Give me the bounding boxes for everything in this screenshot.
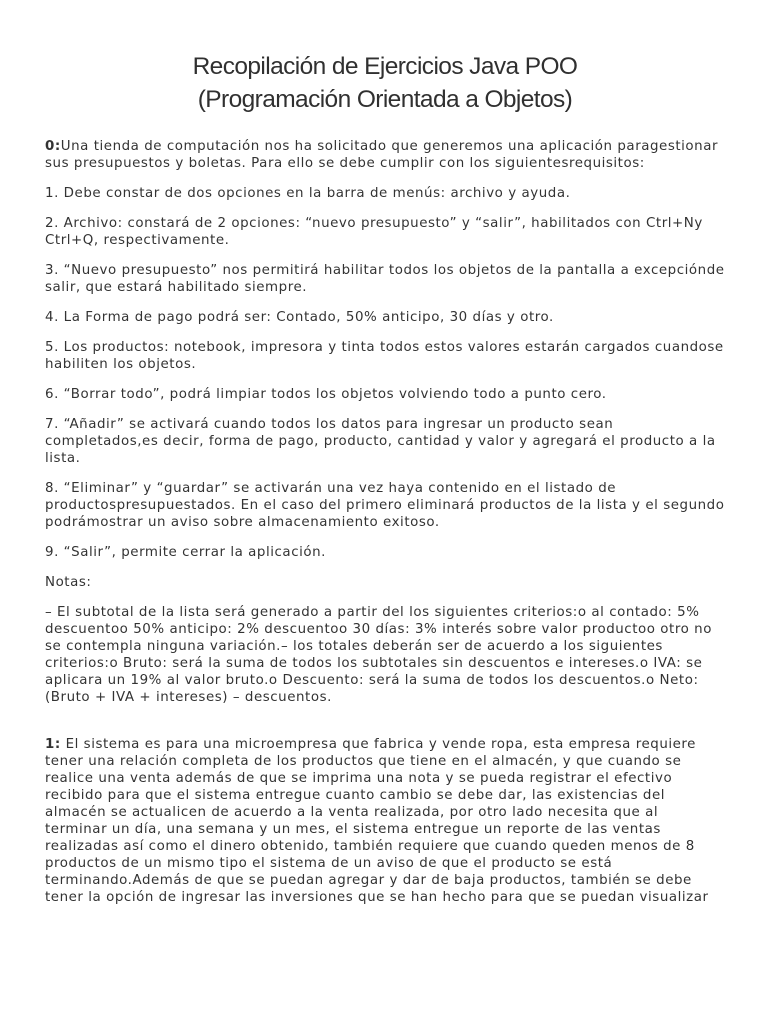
exercise-1-text: El sistema es para una microempresa que fabrica y vende ropa, esta empresa requiere tener una relación completa de los productos que tiene en el almacén, y que cuando se realice una venta además de que se imprima una nota y se pueda registrar el efectivo recibido para que el sistema entregue cuanto cambio se debe dar, las existencias del almacén se actualicen de acuerdo a la venta realizada, por otro lado necesita que al terminar un día, una semana y un mes, el sistema entregue un reporte de las ventas realizadas así como el dinero obtenido, también requiere que cuando queden menos de 8 productos de un mismo tipo el sistema de un aviso de que el producto se está terminando.Además de que se puedan agregar y dar de baja productos, también se debe tener la opción de ingresar las inversiones que se han hecho para que se puedan visualizar — [45, 737, 709, 905]
requirement-item-3: 3. “Nuevo presupuesto” nos permitirá habilitar todos los objetos de la pantalla a excepciónde salir, que estará habilitado siempre. — [45, 263, 725, 295]
requirement-item-2: 2. Archivo: constará de 2 opciones: “nuevo presupuesto” y “salir”, habilitados con Ctrl+Ny Ctrl+Q, respectivamente. — [45, 216, 703, 248]
requirement-item-6: 6. “Borrar todo”, podrá limpiar todos los objetos volviendo todo a punto cero. — [45, 387, 607, 402]
requirement-item-4: 4. La Forma de pago podrá ser: Contado, 50% anticipo, 30 días y otro. — [45, 310, 554, 325]
title-line-2: (Programación Orientada a Objetos) — [197, 86, 573, 113]
document-page — [45, 50, 725, 919]
title-line-1: Recopilación de Ejercicios Java POO — [192, 53, 578, 80]
requirement-item-8: 8. “Eliminar” y “guardar” se activarán una vez haya contenido en el listado de productospresupuestados. En el caso del primero eliminará productos de la lista y el segundo podrámostrar un aviso sobre almacenamiento exitoso. — [45, 481, 725, 530]
exercise-0-intro — [45, 138, 725, 172]
requirement-item-9: 9. “Salir”, permite cerrar la aplicación. — [45, 545, 326, 560]
document-title — [45, 50, 725, 116]
document-body — [45, 138, 725, 906]
exercise-0-intro-text: Una tienda de computación nos ha solicitado que generemos una aplicación paragestionar sus presupuestos y boletas. Para ello se debe cumplir con los siguientesrequisitos: — [45, 139, 719, 171]
notes-text: – El subtotal de la lista será generado a partir del los siguientes criterios:o al contado: 5% descuentoo 50% anticipo: 2% descuentoo 30 días: 3% interés sobre valor productoo otro no se contempla ninguna variación.– los totales deberán ser de acuerdo a los siguientes criterios:o Bruto: será la suma de todos los subtotales sin descuentos e intereses.o IVA: se aplicara un 19% al valor bruto.o Descuento: será la suma de todos los descuentos.o Neto: (Bruto + IVA + intereses) – descuentos. — [45, 605, 712, 705]
requirement-item-5: 5. Los productos: notebook, impresora y tinta todos estos valores estarán cargados cuandose habiliten los objetos. — [45, 340, 724, 372]
exercise-1 — [45, 736, 725, 906]
requirement-item-1: 1. Debe constar de dos opciones en la barra de menús: archivo y ayuda. — [45, 186, 571, 201]
exercise-1-label: 1: — [45, 737, 61, 752]
requirement-item-7: 7. “Añadir” se activará cuando todos los datos para ingresar un producto sean completados,es decir, forma de pago, producto, cantidad y valor y agregará el producto a la lista. — [45, 417, 716, 466]
exercise-0-label: 0: — [45, 139, 61, 154]
notes-heading: Notas: — [45, 575, 92, 590]
